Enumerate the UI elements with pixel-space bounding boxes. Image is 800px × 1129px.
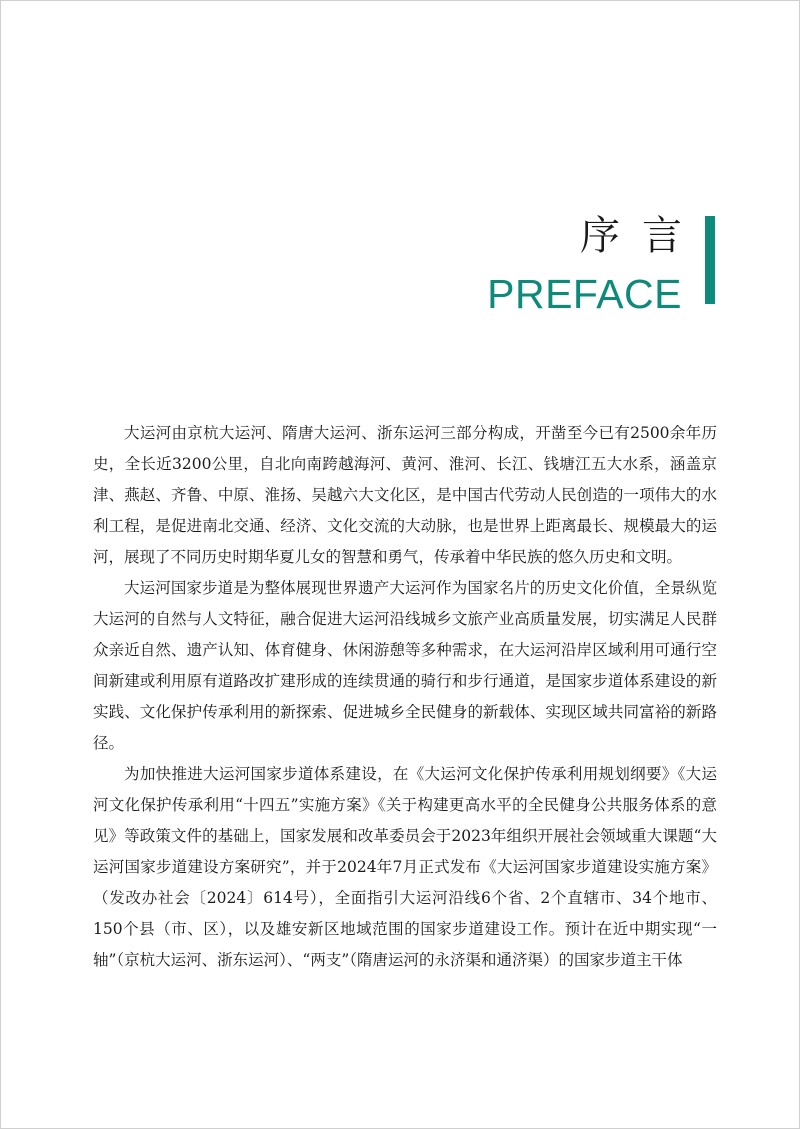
- page-title-english: PREFACE: [487, 271, 682, 317]
- heading-block: [487, 212, 704, 318]
- paragraph: 为加快推进大运河国家步道体系建设，在《大运河文化保护传承利用规划纲要》《大运河文化保护传承利用“十四五”实施方案》《关于构建更高水平的全民健身公共服务体系的意见》等政策文件的基础上，国家发展和改革委员会于2023年组织开展社会领域重大课题“大运河国家步道建设方案研究”，并于2024年7月正式发布《大运河国家步道建设实施方案》（发改办社会〔2024〕614号），全面指引大运河沿线6个省、2个直辖市、34个地市、150个县（市、区），以及雄安新区地域范围的国家步道建设工作。预计在近中期实现“一轴”（京杭大运河、浙东运河）、“两支”（隋唐运河的永济渠和通济渠）的国家步道主干体: [93, 765, 717, 969]
- preface-body: [93, 418, 717, 976]
- page-title: 序言: [580, 213, 704, 259]
- accent-bar: [705, 216, 715, 304]
- paragraph: 大运河由京杭大运河、隋唐大运河、浙东运河三部分构成，开凿至今已有2500余年历史，全长近3200公里，自北向南跨越海河、黄河、淮河、长江、钱塘江五大水系，涵盖京津、燕赵、齐鲁、中原、淮扬、吴越六大文化区，是中国古代劳动人民创造的一项伟大的水利工程，是促进南北交通、经济、文化交流的大动脉，也是世界上距离最长、规模最大的运河，展现了不同历史时期华夏儿女的智慧和勇气，传承着中华民族的悠久历史和文明。: [93, 424, 717, 566]
- paragraph: 大运河国家步道是为整体展现世界遗产大运河作为国家名片的历史文化价值，全景纵览大运河的自然与人文特征，融合促进大运河沿线城乡文旅产业高质量发展，切实满足人民群众亲近自然、遗产认知、体育健身、休闲游憩等多种需求，在大运河沿岸区域利用可通行空间新建或利用原有道路改扩建形成的连续贯通的骑行和步行通道，是国家步道体系建设的新实践、文化保护传承利用的新探索、促进城乡全民健身的新载体、实现区域共同富裕的新路径。: [93, 579, 717, 752]
